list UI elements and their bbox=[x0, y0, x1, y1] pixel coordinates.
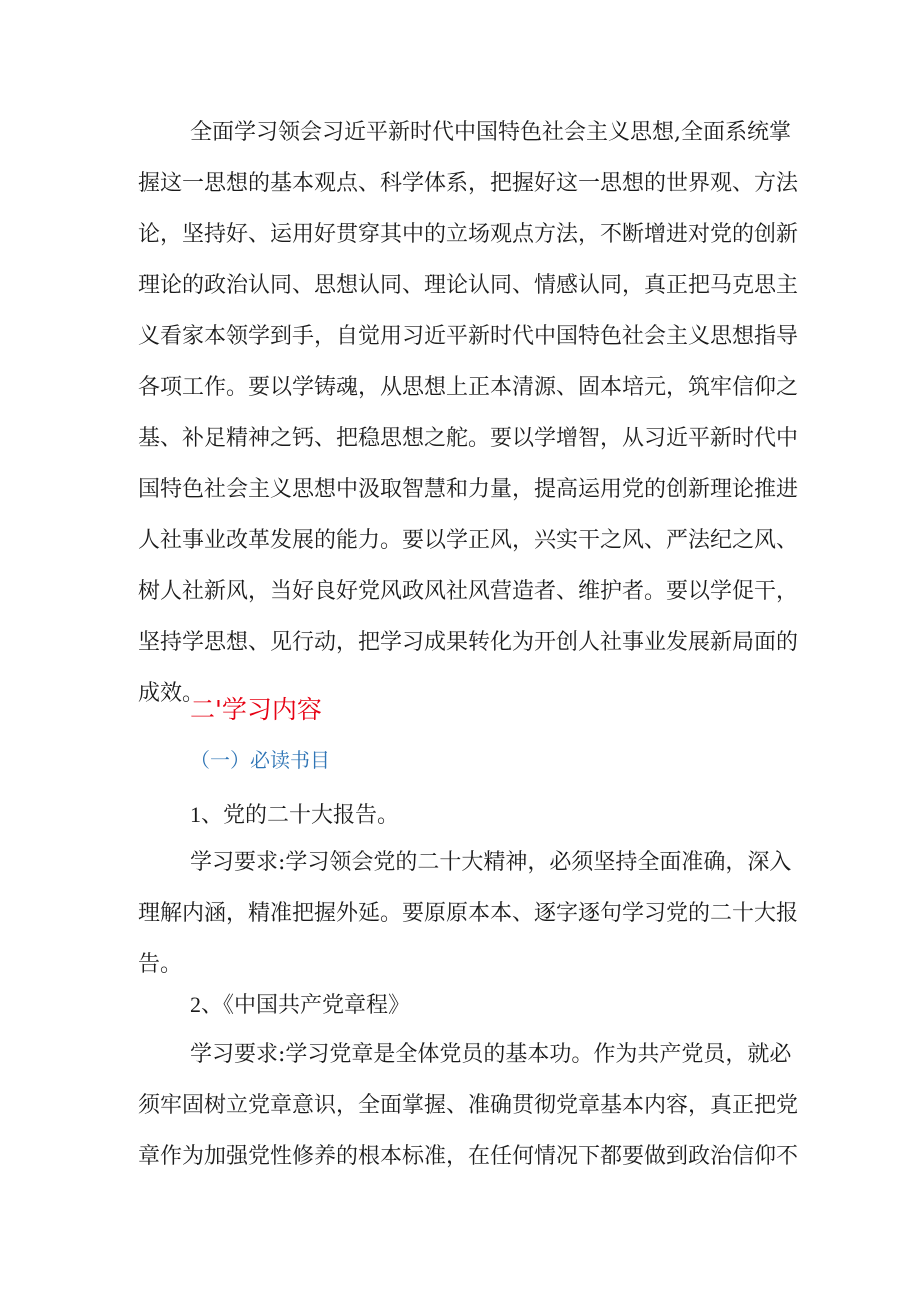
item-2-req-line-2: 须牢固树立党章意识，全面掌握、准确贯彻党章基本内容，真正把党 bbox=[138, 1093, 799, 1118]
item-2-req-line-1: 学习要求:学习党章是全体党员的基本功。作为共产党员，就必 bbox=[190, 1042, 792, 1067]
intro-line-2: 握这一思想的基本观点、科学体系，把握好这一思想的世界观、方法 bbox=[138, 171, 799, 196]
item-1-line bbox=[190, 790, 399, 840]
intro-line-6: 各项工作。要以学铸魂，从思想上正本清源、固本培元，筑牢信仰之 bbox=[138, 375, 799, 400]
item-1-number: 1 bbox=[190, 802, 201, 827]
intro-line-5: 义看家本领学到手，自觉用习近平新时代中国特色社会主义思想指导 bbox=[138, 324, 799, 349]
item-1-req-line-1: 学习要求:学习领会党的二十大精神，必须坚持全面准确，深入 bbox=[190, 850, 792, 875]
intro-line-12: 成效。 bbox=[138, 681, 205, 706]
subsection-heading: （一）必读书目 bbox=[190, 748, 330, 772]
intro-line-9: 人社事业改革发展的能力。要以学正风，兴实干之风、严法纪之风、 bbox=[138, 528, 799, 553]
item-2-line bbox=[190, 980, 410, 1030]
intro-line-4: 理论的政治认同、思想认同、理论认同、情感认同，真正把马克思主 bbox=[138, 273, 799, 298]
intro-line-10: 树人社新风，当好良好党风政风社风营造者、维护者。要以学促干， bbox=[138, 579, 799, 604]
item-1-req-line-3: 告。 bbox=[138, 952, 183, 977]
section-heading: 二'学习内容 bbox=[190, 695, 322, 724]
intro-line-8: 国特色社会主义思想中汲取智慧和力量，提高运用党的创新理论推进 bbox=[138, 477, 799, 502]
intro-line-1: 全面学习领会习近平新时代中国特色社会主义思想,全面系统掌 bbox=[190, 120, 791, 145]
item-2-number: 2 bbox=[190, 992, 201, 1017]
item-1-title: 、党的二十大报告。 bbox=[201, 803, 400, 828]
item-2-req-line-3: 章作为加强党性修养的根本标准，在任何情况下都要做到政治信仰不 bbox=[138, 1144, 799, 1169]
item-2-title: 、《中国共产党章程》 bbox=[201, 993, 411, 1018]
intro-line-11: 坚持学思想、见行动，把学习成果转化为开创人社事业发展新局面的 bbox=[138, 630, 799, 655]
intro-line-3: 论，坚持好、运用好贯穿其中的立场观点方法，不断增进对党的创新 bbox=[138, 222, 799, 247]
item-1-req-line-2: 理解内涵，精准把握外延。要原原本本、逐字逐句学习党的二十大报 bbox=[138, 901, 799, 926]
intro-line-7: 基、补足精神之钙、把稳思想之舵。要以学增智，从习近平新时代中 bbox=[138, 426, 799, 451]
